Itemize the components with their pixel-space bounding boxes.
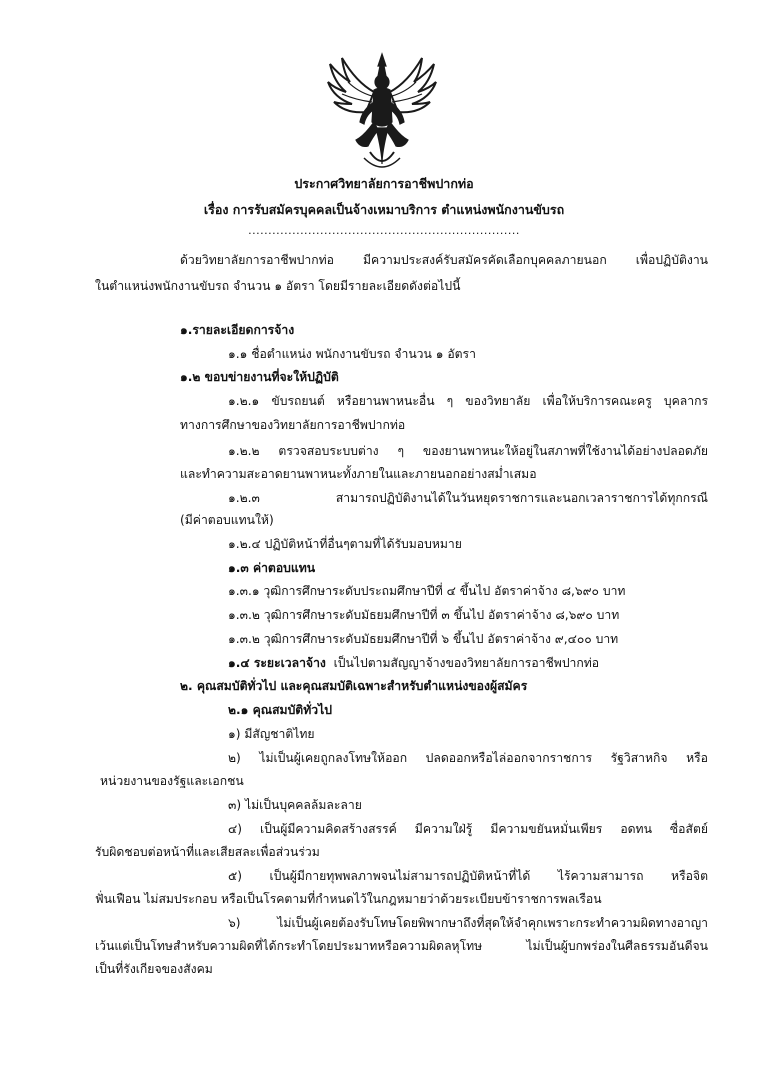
document-subject: เรื่อง การรับสมัครบุคคลเป็นจ้างเหมาบริการ ตำแหน่งพนักงานขับรถ — [203, 202, 565, 217]
item-1-2-1-cont: ทางการศึกษาของวิทยาลัยการอาชีพปากท่อ — [180, 418, 406, 432]
item-1-4-spacer — [326, 656, 334, 670]
qualification-6: ๖) ไม่เป็นผู้เคยต้องรับโทษโดยพิพากษาถึงที่สุดให้จำคุกเพราะกระทำความผิดทางอาญา — [228, 916, 708, 930]
garuda-emblem-icon — [320, 52, 444, 176]
item-1-2-3-cont: (มีค่าตอบแทนให้) — [180, 513, 274, 527]
qualification-1: ๑) มีสัญชาติไทย — [228, 727, 315, 741]
qualification-2: ๒) ไม่เป็นผู้เคยถูกลงโทษให้ออก ปลดออกหรือไล่ออกจากราชการ รัฐวิสาหกิจ หรือ — [228, 751, 708, 765]
qualification-4-cont: รับผิดชอบต่อหน้าที่และเสียสละเพื่อส่วนร่วม — [95, 845, 320, 859]
wage-item-1: ๑.๓.๑ วุฒิการศึกษาระดับประถมศึกษาปีที่ ๔ ขึ้นไป อัตราค่าจ้าง ๘,๖๙๐ บาท — [228, 584, 626, 598]
item-1-1: ๑.๑ ชื่อตำแหน่ง พนักงานขับรถ จำนวน ๑ อัตรา — [228, 347, 476, 361]
section-1-3-heading: ๑.๓ ค่าตอบแทน — [228, 561, 316, 575]
section-1-2-heading: ๑.๒ ขอบข่ายงานที่จะให้ปฏิบัติ — [180, 370, 339, 384]
section-2-heading: ๒. คุณสมบัติทั่วไป และคุณสมบัติเฉพาะสำหรับตำแหน่งของผู้สมัคร — [180, 679, 528, 693]
qualification-6-cont-2: เป็นที่รังเกียจของสังคม — [95, 962, 213, 976]
section-2-1-heading: ๒.๑ คุณสมบัติทั่วไป — [228, 703, 332, 717]
qualification-5: ๕) เป็นผู้มีกายทุพพลภาพจนไม่สามารถปฏิบัติหน้าที่ได้ ไร้ความสามารถ หรือจิต — [228, 869, 708, 883]
wage-item-3: ๑.๓.๒ วุฒิการศึกษาระดับมัธยมศึกษาปีที่ ๖ ขึ้นไป อัตราค่าจ้าง ๙,๔๐๐ บาท — [228, 632, 619, 646]
item-1-4 — [228, 654, 599, 672]
qualification-4: ๔) เป็นผู้มีความคิดสร้างสรรค์ มีความใฝ่รู้ มีความขยันหมั่นเพียร อดทน ซื่อสัตย์ — [228, 822, 708, 836]
qualification-6-cont-1: เว้นแต่เป็นโทษสำหรับความผิดที่ได้กระทำโดยประมาทหรือความผิดลหุโทษ ไม่เป็นผู้บกพร่องในศีลธรรมอันดีจน — [95, 939, 708, 953]
separator-dots: .................................................................... — [248, 224, 520, 237]
qualification-2-cont: หน่วยงานของรัฐและเอกชน — [100, 774, 244, 788]
item-1-2-4: ๑.๒.๔ ปฏิบัติหน้าที่อื่นๆตามที่ได้รับมอบหมาย — [228, 537, 462, 551]
item-1-4-label: ๑.๔ ระยะเวลาจ้าง — [228, 656, 326, 670]
intro-line-2: ในตำแหน่งพนักงานขับรถ จำนวน ๑ อัตรา โดยมีรายละเอียดดังต่อไปนี้ — [95, 279, 461, 293]
wage-item-2: ๑.๓.๒ วุฒิการศึกษาระดับมัธยมศึกษาปีที่ ๓ ขึ้นไป อัตราค่าจ้าง ๘,๖๙๐ บาท — [228, 608, 620, 622]
item-1-2-2: ๑.๒.๒ ตรวจสอบระบบต่าง ๆ ของยานพาหนะให้อยู่ในสภาพที่ใช้งานได้อย่างปลอดภัย — [228, 444, 708, 458]
item-1-4-text: เป็นไปตามสัญญาจ้างของวิทยาลัยการอาชีพปากท่อ — [333, 656, 600, 670]
qualification-5-cont: ฟั่นเฟือน ไม่สมประกอบ หรือเป็นโรคตามที่กำหนดไว้ในกฎหมายว่าด้วยระเบียบข้าราชการพลเรือน — [95, 892, 602, 906]
document-title: ประกาศวิทยาลัยการอาชีพปากท่อ — [294, 176, 474, 191]
intro-line-1: ด้วยวิทยาลัยการอาชีพปากท่อ มีความประสงค์รับสมัครคัดเลือกบุคคลภายนอก เพื่อปฏิบัติงาน — [180, 253, 708, 267]
section-1-heading: ๑.รายละเอียดการจ้าง — [180, 323, 295, 337]
qualification-3: ๓) ไม่เป็นบุคคลล้มละลาย — [228, 798, 362, 812]
item-1-2-2-cont: และทำความสะอาดยานพาหนะทั้งภายในและภายนอกอย่างสม่ำเสมอ — [180, 467, 537, 481]
item-1-2-3: ๑.๒.๓ สามารถปฏิบัติงานได้ในวันหยุดราชการและนอกเวลาราชการได้ทุกกรณี — [228, 491, 708, 505]
item-1-2-1: ๑.๒.๑ ขับรถยนต์ หรือยานพาหนะอื่น ๆ ของวิทยาลัย เพื่อให้บริการคณะครู บุคลากร — [228, 394, 708, 408]
